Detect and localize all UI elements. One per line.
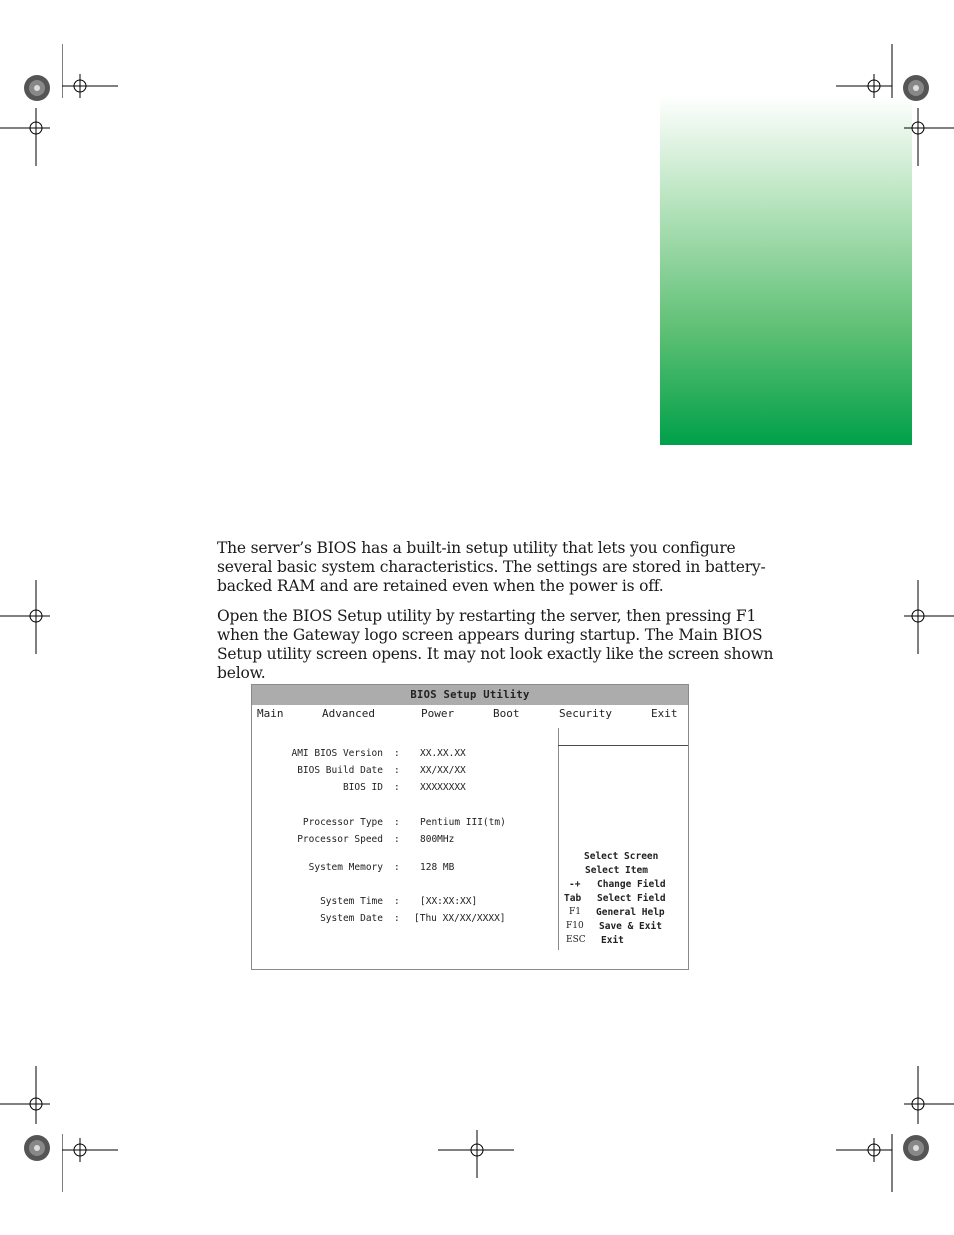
help-key: Tab — [564, 893, 582, 904]
field-separator: : — [394, 834, 400, 845]
field-separator: : — [394, 782, 400, 793]
field-separator: : — [394, 748, 400, 759]
field-value: XX/XX/XX — [420, 765, 466, 776]
system-date-field[interactable]: [Thu XX/XX/XXXX] — [414, 913, 506, 924]
field-value: 800MHz — [420, 834, 455, 845]
help-key: F1 — [569, 907, 581, 917]
bios-menu-power[interactable]: Power — [421, 707, 455, 720]
field-separator: : — [394, 896, 400, 907]
help-text: Exit — [601, 935, 624, 946]
bios-title-bar: BIOS Setup Utility — [252, 685, 688, 705]
bios-field-row — [252, 817, 688, 831]
field-label: System Time — [320, 896, 383, 907]
bios-setup-screen — [251, 684, 689, 970]
registration-mark-crosshair — [902, 108, 954, 168]
help-text: Change Field — [597, 879, 666, 890]
help-text: General Help — [596, 907, 665, 918]
bios-help-separator — [558, 745, 688, 746]
field-label: System Date — [320, 913, 383, 924]
bios-field-row — [252, 834, 688, 848]
registration-mark-crosshair — [0, 1066, 52, 1126]
system-time-field[interactable]: [XX:XX:XX] — [420, 896, 478, 907]
bios-field-row — [252, 748, 688, 762]
registration-mark-crosshair — [0, 580, 52, 656]
bios-menu-security[interactable]: Security — [559, 707, 612, 720]
help-row — [564, 893, 688, 906]
field-label: Processor Type — [302, 817, 383, 828]
field-separator: : — [394, 913, 400, 924]
field-label: BIOS Build Date — [297, 765, 383, 776]
bios-menu-boot[interactable]: Boot — [493, 707, 520, 720]
field-separator: : — [394, 765, 400, 776]
registration-mark-crosshair — [834, 1108, 894, 1192]
field-label: Processor Speed — [297, 834, 383, 845]
bios-menu-advanced[interactable]: Advanced — [322, 707, 375, 720]
help-key: -+ — [569, 879, 581, 890]
registration-mark-crosshair — [62, 44, 122, 128]
registration-mark-crosshair — [438, 1130, 516, 1180]
field-value: XX.XX.XX — [420, 748, 466, 759]
help-key: ESC — [566, 935, 586, 945]
bios-menu-bar — [252, 707, 688, 723]
help-row — [564, 921, 688, 934]
bios-menu-exit[interactable]: Exit — [651, 707, 678, 720]
help-key: F10 — [566, 921, 584, 931]
help-row — [564, 879, 688, 892]
help-row — [564, 907, 688, 920]
field-label: BIOS ID — [342, 782, 383, 793]
bios-menu-main[interactable]: Main — [257, 707, 284, 720]
field-separator: : — [394, 862, 400, 873]
registration-mark-starburst — [902, 74, 930, 102]
registration-mark-starburst — [23, 1134, 51, 1162]
bios-field-row — [252, 765, 688, 779]
instruction-paragraph: Open the BIOS Setup utility by restarting the server, then pressing F1 when the Gateway logo screen appears during startup. The Main BIOS Setup utility screen opens. It may not look exactly like the screen shown below. — [217, 607, 774, 682]
registration-mark-crosshair — [902, 1066, 954, 1126]
field-value: XXXXXXXX — [420, 782, 466, 793]
registration-mark-crosshair — [0, 108, 52, 168]
field-value: Pentium III(tm) — [420, 817, 506, 828]
registration-mark-crosshair — [834, 44, 894, 128]
registration-mark-starburst — [23, 74, 51, 102]
field-label: AMI BIOS Version — [291, 748, 383, 759]
registration-mark-crosshair — [62, 1108, 122, 1192]
chapter-tab-gradient — [660, 96, 912, 445]
help-text: Select Field — [597, 893, 666, 904]
intro-paragraph: The server’s BIOS has a built-in setup utility that lets you configure several basic system characteristics. The settings are stored in battery-backed RAM and are retained even when the power is off. — [217, 539, 766, 595]
bios-field-row — [252, 782, 688, 796]
field-value: 128 MB — [420, 862, 455, 873]
help-row — [564, 935, 688, 948]
help-select-item: Select Item — [585, 865, 648, 876]
registration-mark-crosshair — [902, 580, 954, 656]
help-text: Save & Exit — [599, 921, 662, 932]
field-separator: : — [394, 817, 400, 828]
field-label: System Memory — [308, 862, 383, 873]
registration-mark-starburst — [902, 1134, 930, 1162]
help-select-screen: Select Screen — [584, 851, 659, 862]
